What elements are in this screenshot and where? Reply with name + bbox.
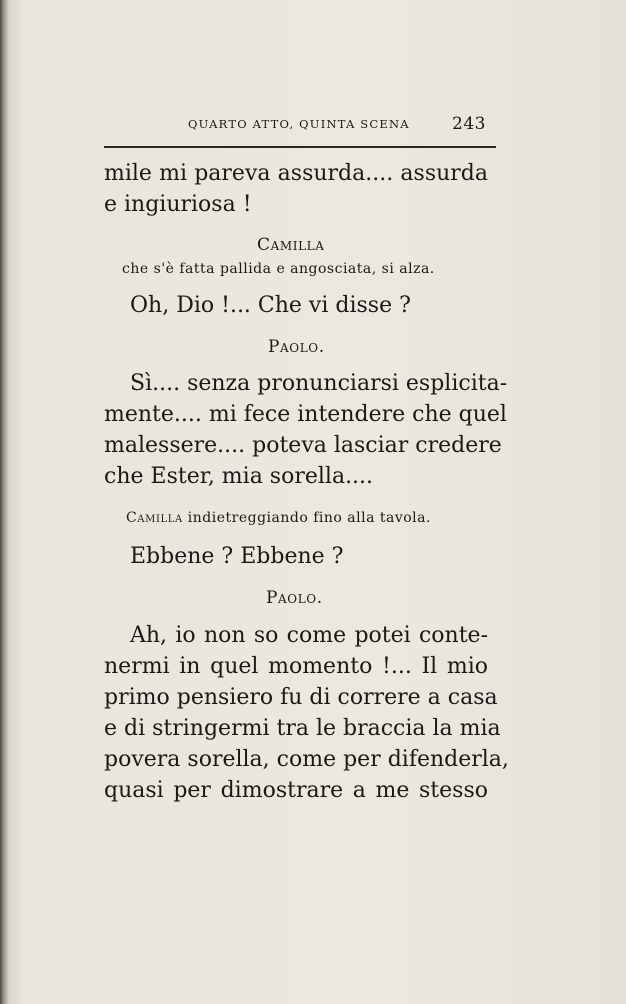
text-line: e di stringermi tra le braccia la mia [104,716,501,741]
running-title: QUARTO ATTO, QUINTA SCENA [188,117,410,131]
text-line: Sì.... senza pronunciarsi esplicita- [130,371,508,396]
text-line: che Ester, mia sorella.... [104,464,374,489]
stage-direction: che s'è fatta pallida e angosciata, si alza. [122,261,435,277]
speaker-name: Paolo. [268,337,325,357]
text-line: malessere.... poteva lasciar credere [104,433,502,458]
text-block-2 [104,368,508,492]
speaker-name: Paolo. [266,588,323,608]
stage-direction [126,510,431,526]
text-line: e ingiuriosa ! [104,192,252,217]
text-block-3 [104,620,509,806]
text-line: mente.... mi fece intendere che quel [104,402,507,427]
stage-text: indietreggiando fino alla tavola. [187,510,431,526]
dialogue-line: Ebbene ? Ebbene ? [130,544,344,569]
dialogue-line: Oh, Dio !... Che vi disse ? [130,293,411,318]
page-header [188,116,498,138]
text-line: quasi per dimostrare a me stesso [104,778,488,803]
text-block-1 [104,158,488,220]
stage-speaker: Camilla [126,510,183,526]
text-line: povera sorella, come per difenderla, [104,747,509,772]
speaker-name: Camilla [257,235,325,255]
text-line: nermi in quel momento !... Il mio [104,654,488,679]
text-line: Ah, io non so come potei conte- [130,623,488,648]
text-line: primo pensiero fu di correre a casa [104,685,498,710]
page-number: 243 [452,114,486,134]
text-line: mile mi pareva assurda.... assurda [104,161,488,186]
header-rule [104,146,496,148]
